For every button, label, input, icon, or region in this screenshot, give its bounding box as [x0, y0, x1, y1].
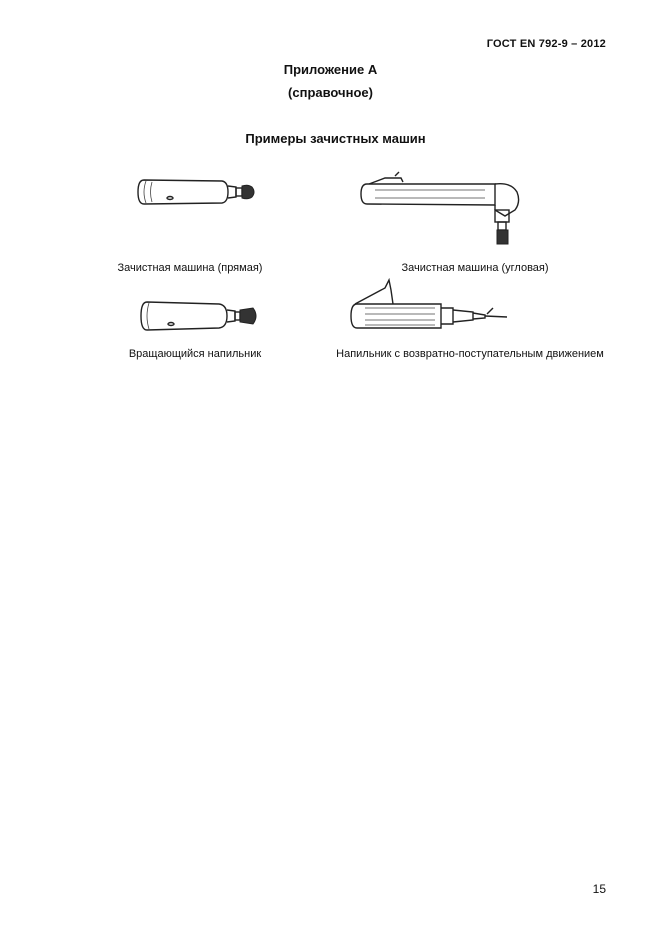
caption-angle-grinder: Зачистная машина (угловая) [401, 262, 549, 274]
reciprocating-file-icon [345, 278, 515, 338]
reciprocating-file-figure [345, 278, 515, 338]
caption-rotary-file: Вращающийся напильник [128, 348, 262, 360]
caption-reciprocating-file: Напильник с возвратно-поступательным движением [336, 348, 604, 360]
straight-grinder-icon [130, 168, 270, 218]
angle-grinder-figure [355, 170, 530, 255]
caption-straight-grinder: Зачистная машина (прямая) [117, 262, 263, 274]
angle-grinder-icon [355, 170, 530, 255]
standard-code: ГОСТ EN 792-9 – 2012 [486, 38, 606, 50]
annex-title: Приложение А [283, 62, 378, 77]
rotary-file-icon [135, 296, 265, 338]
page-number: 15 [592, 882, 606, 896]
annex-subtitle: (справочное) [288, 85, 373, 100]
section-title: Примеры зачистных машин [245, 131, 426, 146]
straight-grinder-figure [130, 168, 270, 218]
rotary-file-figure [135, 296, 265, 338]
